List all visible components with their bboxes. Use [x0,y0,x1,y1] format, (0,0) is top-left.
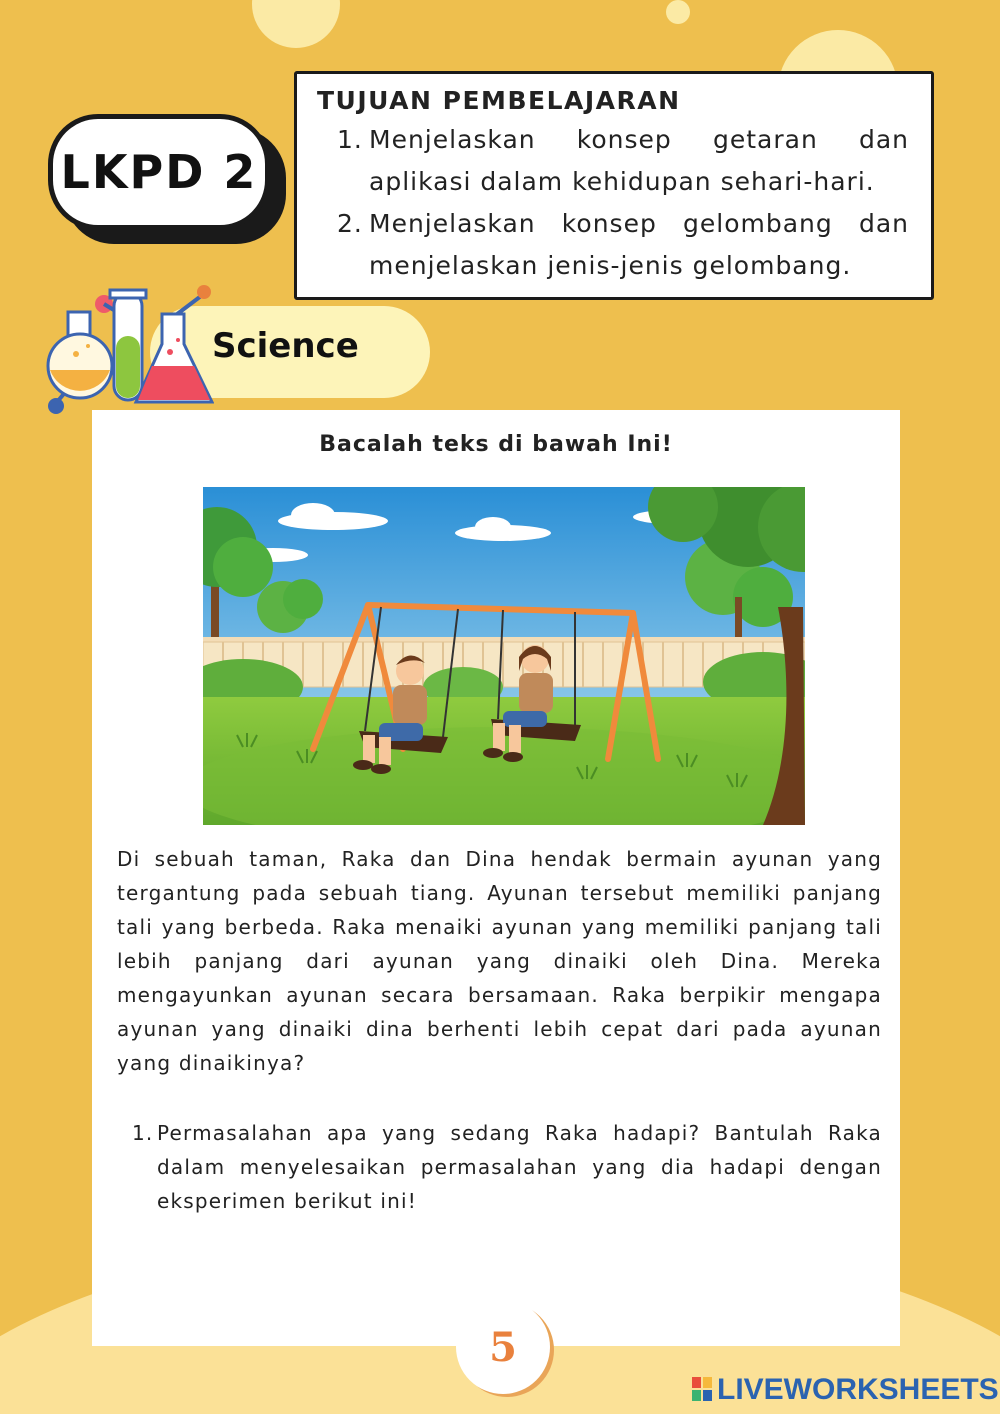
brand-name: LIVEWORKSHEETS [717,1373,999,1406]
decor-circle [252,0,340,48]
page-number: 5 [489,1323,517,1371]
content-card [92,410,900,1346]
question-number: 1. [132,1121,154,1145]
question-text: Permasalahan apa yang sedang Raka hadapi? Bantulah Raka dalam menyelesaikan permasalahan yang dia hadapi dengan eksperimen berikut ini! [157,1121,882,1213]
goal-number: 2. [337,209,363,238]
subject-label: Science [212,326,359,366]
story-paragraph: Di sebuah taman, Raka dan Dina hendak bermain ayunan yang tergantung pada sebuah tiang. Ayunan tersebut memiliki panjang tali yang berbeda. Raka menaiki ayunan yang memiliki panjang tali lebih panjang dari ayunan yang dinaiki oleh Dina. Mereka mengayunkan ayunan secara bersamaan. Raka berpikir mengapa ayunan yang dinaiki dina berhenti lebih cepat dari pada ayunan yang dinaikinya? [117,847,882,1075]
question-item [132,1116,882,1218]
page-number-badge [456,1300,550,1394]
chemistry-flasks-icon [44,284,214,414]
swing-park-illustration [203,487,805,825]
question-list [132,1116,882,1218]
learning-goals-box [294,71,934,300]
learning-goals-title: TUJUAN PEMBELAJARAN [317,86,681,115]
goal-text: Menjelaskan konsep gelombang dan menjelaskan jenis-jenis gelombang. [369,209,909,280]
liveworksheets-brand[interactable] [692,1372,999,1408]
learning-goal-item [317,203,909,287]
liveworksheets-logo-icon [692,1377,714,1403]
goal-number: 1. [337,125,363,154]
decor-circle [666,0,690,24]
learning-goal-item [317,119,909,203]
goal-text: Menjelaskan konsep getaran dan aplikasi dalam kehidupan sehari-hari. [369,125,909,196]
learning-goals-list [317,119,909,287]
content-title: Bacalah teks di bawah Ini! [319,432,673,457]
lkpd-badge-label: LKPD 2 [60,145,258,199]
lkpd-badge [48,114,270,230]
